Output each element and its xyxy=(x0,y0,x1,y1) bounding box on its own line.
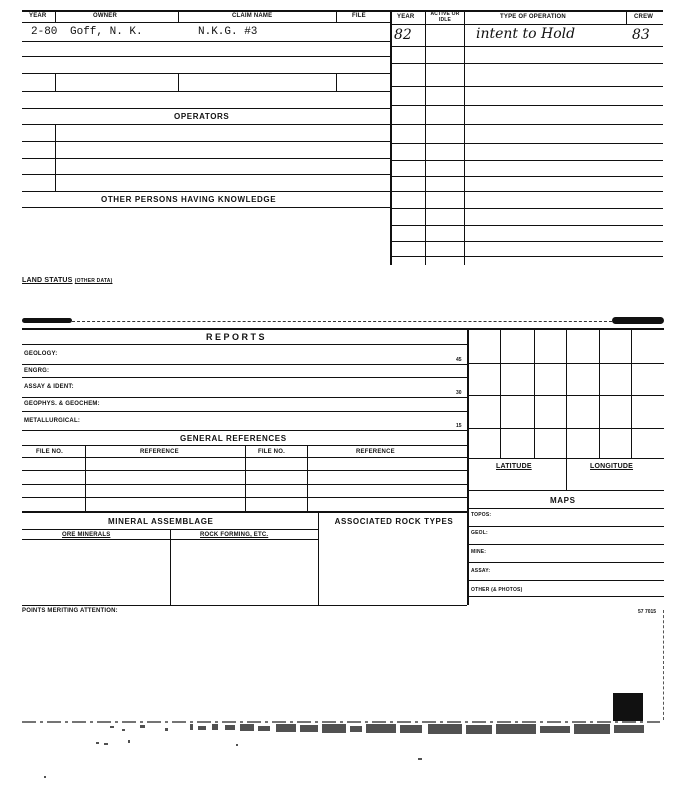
maps-title: MAPS xyxy=(550,496,576,505)
reports-title: REPORTS xyxy=(206,332,268,342)
associated-rock-types-label: ASSOCIATED ROCK TYPES xyxy=(334,517,454,526)
type-of-operation-header: TYPE OF OPERATION xyxy=(500,14,566,20)
land-status-sub: (OTHER DATA) xyxy=(74,278,113,284)
crew-value: 83 xyxy=(632,27,650,43)
year-header: YEAR xyxy=(29,13,47,19)
report-metallurgical: METALLURGICAL: xyxy=(24,418,81,424)
activity-year-value: 82 xyxy=(394,27,412,43)
longitude-label: LONGITUDE xyxy=(590,463,634,470)
maps-topos: TOPOS: xyxy=(471,512,492,518)
operators-title: OPERATORS xyxy=(174,112,230,121)
maps-other: OTHER (& PHOTOS) xyxy=(471,587,523,593)
report-assay: ASSAY & IDENT: xyxy=(24,384,74,390)
maps-assay: ASSAY: xyxy=(471,568,491,574)
form-number: 57 7015 xyxy=(638,609,657,615)
margin-number-45: 45 xyxy=(456,357,462,363)
activity-year-header: YEAR xyxy=(397,14,415,20)
land-status-title: LAND STATUS xyxy=(22,277,73,284)
other-persons-title: OTHER PERSONS HAVING KNOWLEDGE xyxy=(101,195,277,204)
maps-mine: MINE: xyxy=(471,549,487,555)
black-square-mark xyxy=(613,693,643,721)
claim-name-value: N.K.G. #3 xyxy=(198,26,258,38)
ore-minerals-label: ORE MINERALS xyxy=(62,532,111,538)
claim-name-header: CLAIM NAME xyxy=(232,13,273,19)
rock-forming-label: ROCK FORMING, ETC. xyxy=(200,532,269,538)
ref-file-no-1: FILE NO. xyxy=(36,449,63,455)
scan-noise xyxy=(0,718,678,778)
ref-file-no-2: FILE NO. xyxy=(258,449,285,455)
ref-reference-2: REFERENCE xyxy=(356,449,395,455)
active-idle-header: ACTIVE OR IDLE xyxy=(430,11,460,23)
latitude-label: LATITUDE xyxy=(496,463,532,470)
mineral-assemblage-title: MINERAL ASSEMBLAGE xyxy=(108,517,214,526)
general-references-title: GENERAL REFERENCES xyxy=(180,434,287,443)
file-header: FILE xyxy=(352,13,366,19)
crew-header: CREW xyxy=(634,14,654,20)
owner-value: Goff, N. K. xyxy=(70,26,143,38)
points-meriting-attention-label: POINTS MERITING ATTENTION: xyxy=(22,608,118,614)
report-engrg: ENGRG: xyxy=(24,368,50,374)
margin-number-15: 15 xyxy=(456,423,462,429)
report-geophys: GEOPHYS. & GEOCHEM: xyxy=(24,401,100,407)
report-geology: GEOLOGY: xyxy=(24,351,58,357)
ref-reference-1: REFERENCE xyxy=(140,449,179,455)
type-of-operation-value: intent to Hold xyxy=(476,26,576,42)
maps-geol: GEOL: xyxy=(471,530,488,536)
land-status-label xyxy=(22,277,112,284)
margin-number-30: 30 xyxy=(456,390,462,396)
claim-year-value: 2-80 xyxy=(31,26,58,38)
owner-header: OWNER xyxy=(93,13,117,19)
